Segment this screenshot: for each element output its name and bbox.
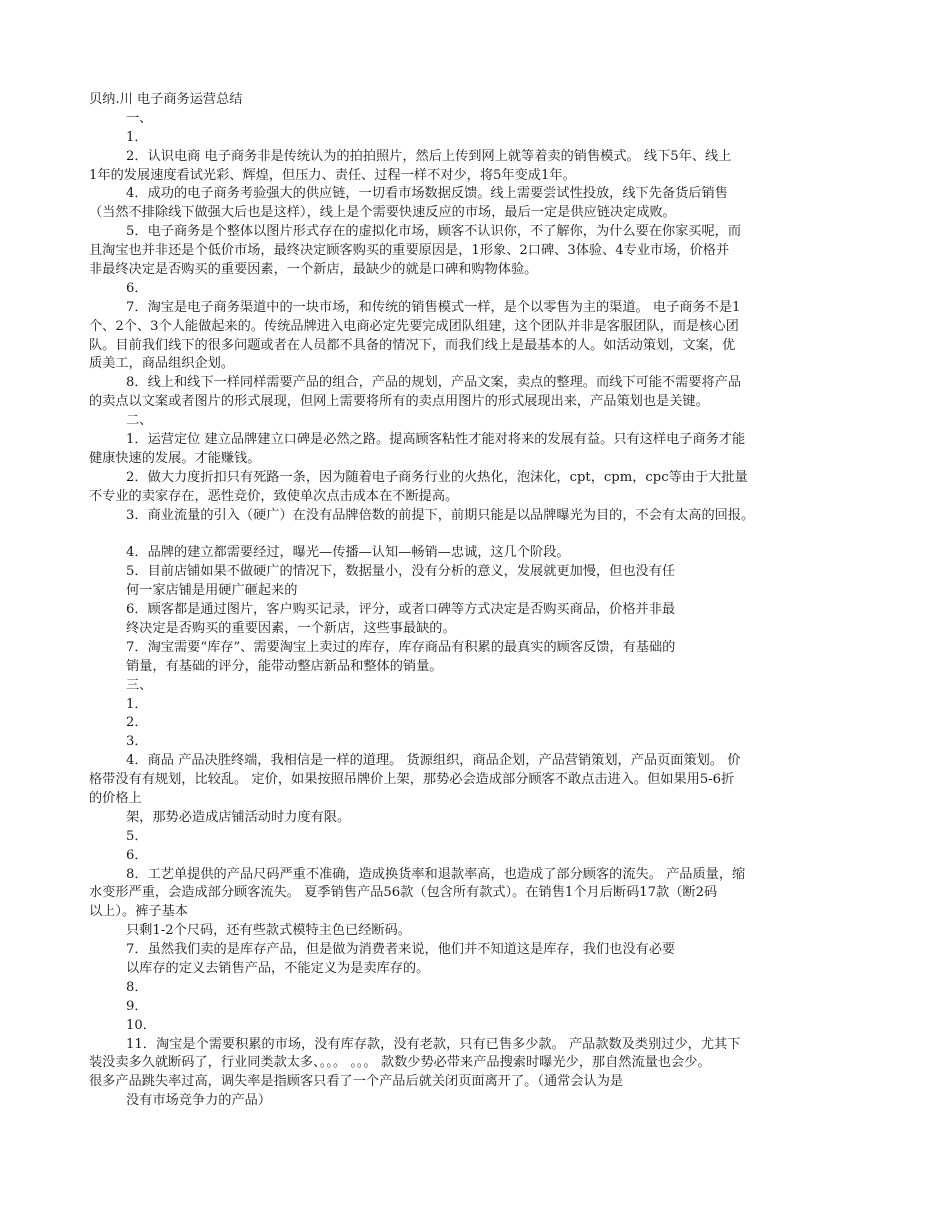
text-line: 8．线上和线下一样同样需要产品的组合，产品的规划，产品文案，卖点的整理。而线下可能不需要将产品 — [126, 375, 742, 391]
text-line: 的卖点以文案或者图片的形式展现，但网上需要将所有的卖点用图片的形式展现出来，产品策划也是关键。 — [89, 394, 709, 410]
text-line: 三、 — [126, 677, 153, 693]
text-line: 以上）。裤子基本 — [89, 904, 188, 920]
text-line: 6． — [126, 280, 148, 296]
text-line: 6．顾客都是通过图片，客户购买记录，评分，或者口碑等方式决定是否购买商品，价格并非最 — [126, 602, 676, 618]
text-line: 4．成功的电子商务考验强大的供应链，一切看市场数据反馈。线上需要尝试性投放，线下先备货后销售 — [126, 186, 728, 202]
text-line: 的价格上 — [89, 790, 142, 806]
text-line: 5．电子商务是个整体以图片形式存在的虚拟化市场，顾客不认识你，不了解你，为什么要在你家买呢，而 — [126, 224, 742, 240]
text-line: 2．认识电商 电子商务非是传统认为的拍拍照片，然后上传到网上就等着卖的销售模式。 线下5年、线上 — [126, 148, 732, 164]
text-line: 1年的发展速度看试光彩、辉煌，但压力、责任、过程一样不对少，将5年变成1年。 — [89, 167, 576, 183]
text-line: 队。目前我们线下的很多问题或者在人员都不具备的情况下，而我们线上是最基本的人。如活动策划，文案，优 — [89, 337, 736, 353]
text-line: 装没卖多久就断码了，行业同类款太多、。。。 。。。 款数少势必带来产品搜索时曝光少，那自然流量也会少。 — [89, 1055, 711, 1071]
text-line: 以库存的定义去销售产品，不能定义为是卖库存的。 — [126, 960, 430, 976]
text-line: 何一家店铺是用硬广砸起来的 — [126, 583, 298, 599]
text-line: 只剩1-2个尺码，还有些款式模特主色已经断码。 — [126, 923, 411, 939]
document-title: 贝纳.川 电子商务运营总结 — [89, 92, 243, 107]
document-body — [89, 91, 864, 1111]
text-line: 9． — [126, 998, 148, 1014]
text-line: 7．淘宝需要“库存”、需要淘宝上卖过的库存，库存商品有积累的最真实的顾客反馈，有基础的 — [126, 639, 676, 655]
text-line: 1．运营定位 建立品牌建立口碑是必然之路。提高顾客粘性才能对将来的发展有益。只有这样电子商务才能 — [126, 432, 746, 448]
text-line: 非最终决定是否购买的重要因素，一个新店，最缺少的就是口碑和购物体验。 — [89, 262, 538, 278]
text-line: 5．目前店铺如果不做硬广的情况下，数据量小，没有分析的意义，发展就更加慢，但也没有任 — [126, 564, 676, 580]
text-line: 架，那势必造成店铺活动时力度有限。 — [126, 809, 351, 825]
text-line: 终决定是否购买的重要因素，一个新店，这些事最缺的。 — [126, 620, 456, 636]
text-line: 销量，有基础的评分，能带动整店新品和整体的销量。 — [126, 658, 443, 674]
text-line: 2． — [126, 715, 148, 731]
text-line: 格带没有有规划，比较乱。 定价，如果按照吊牌价上架，那势必会造成部分顾客不敢点击进入。但如果用5-6折 — [89, 772, 735, 788]
text-line: 4．品牌的建立都需要经过，曝光—传播—认知—畅销—忠诚，这几个阶段。 — [126, 545, 570, 561]
text-line: 4．商品 产品决胜终端，我相信是一样的道理。 货源组织，商品企划，产品营销策划，产品页面策划。 价 — [126, 753, 741, 769]
text-line: 7．淘宝是电子商务渠道中的一块市场，和传统的销售模式一样，是个以零售为主的渠道。 电子商务不是1 — [126, 299, 741, 315]
text-line: 10． — [126, 1017, 156, 1033]
text-line: 质美工，商品组织企划。 — [89, 356, 235, 372]
text-line: 个、2个、3个人能做起来的。传统品牌进入电商必定先要完成团队组建，这个团队并非是客服团队，而是核心团 — [89, 318, 739, 334]
text-line: 6． — [126, 847, 148, 863]
text-line: 二、 — [126, 413, 153, 429]
text-line: 健康快速的发展。才能赚钱。 — [89, 450, 261, 466]
text-line: 1． — [126, 696, 148, 712]
text-line: 且淘宝也并非还是个低价市场，最终决定顾客购买的重要原因是，1形象、2口碑、3体验、4专业市场，价格并 — [89, 243, 730, 259]
text-line: 7．虽然我们卖的是库存产品，但是做为消费者来说，他们并不知道这是库存，我们也没有必要 — [126, 942, 676, 958]
text-line: 水变形严重，会造成部分顾客流失。 夏季销售产品56款（包含所有款式）。在销售1个月后断码17款（断2码 — [89, 885, 718, 901]
text-line: 不专业的卖家存在，恶性竞价，致使单次点击成本在不断提高。 — [89, 488, 459, 504]
text-line: 8． — [126, 979, 148, 995]
text-line: 很多产品跳失率过高，调失率是指顾客只看了一个产品后就关闭页面离开了。（通常会认为是 — [89, 1074, 624, 1090]
blank-line — [89, 525, 864, 544]
text-line: 11．淘宝是个需要积累的市场，没有库存款，没有老款，只有已售多少款。 产品款数及类别过少，尤其下 — [126, 1036, 741, 1052]
text-line: 3．商业流量的引入（硬广）在没有品牌倍数的前提下，前期只能是以品牌曝光为目的，不会有太高的回报。 — [126, 507, 755, 523]
text-line: 一、 — [126, 110, 153, 126]
text-line: 8．工艺单提供的产品尺码严重不准确，造成换货率和退款率高，也造成了部分顾客的流失。 产品质量，缩 — [126, 866, 746, 882]
text-line: 1． — [126, 129, 148, 145]
text-line: 2．做大力度折扣只有死路一条，因为随着电子商务行业的火热化，泡沫化，cpt，cpm，cpc等由于大批量 — [126, 469, 748, 485]
text-line: （当然不排除线下做强大后也是这样），线上是个需要快速反应的市场，最后一定是供应链决定成败。 — [89, 205, 676, 221]
text-line: 3． — [126, 734, 148, 750]
text-line: 5． — [126, 828, 148, 844]
text-line: 没有市场竞争力的产品） — [126, 1093, 272, 1109]
